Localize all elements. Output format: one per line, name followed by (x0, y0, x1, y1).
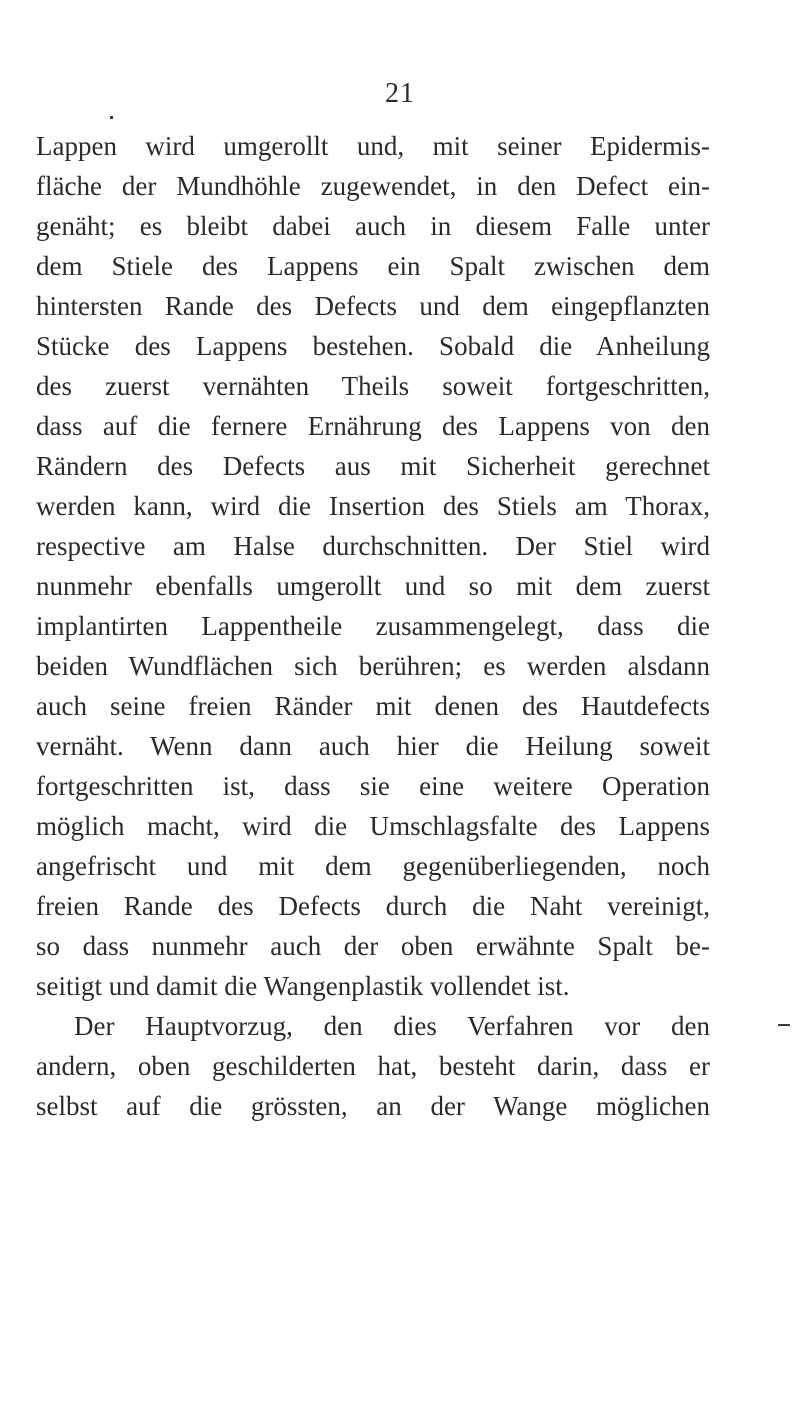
print-speck (110, 116, 113, 119)
text-line: angefrischt und mit dem gegenüberliegenden, noch (36, 851, 710, 881)
text-line: vernäht. Wenn dann auch hier die Heilung soweit (36, 731, 710, 761)
text-line: so dass nunmehr auch der oben erwähnte Spalt be- (36, 931, 710, 961)
text-line: genäht; es bleibt dabei auch in diesem Falle unter (36, 211, 710, 241)
text-line: freien Rande des Defects durch die Naht vereinigt, (36, 891, 710, 921)
text-line: des zuerst vernähten Theils soweit fortgeschritten, (36, 371, 710, 401)
text-line: nunmehr ebenfalls umgerollt und so mit dem zuerst (36, 571, 710, 601)
text-line: fläche der Mundhöhle zugewendet, in den Defect ein- (36, 171, 710, 201)
text-line: dass auf die fernere Ernährung des Lappens von den (36, 411, 710, 441)
text-line: Lappen wird umgerollt und, mit seiner Epidermis- (36, 131, 710, 161)
text-line: auch seine freien Ränder mit denen des Hautdefects (36, 691, 710, 721)
text-line: Rändern des Defects aus mit Sicherheit gerechnet (36, 451, 710, 481)
text-line: Stücke des Lappens bestehen. Sobald die Anheilung (36, 331, 710, 361)
text-line: hintersten Rande des Defects und dem eingepflanzten (36, 291, 710, 321)
text-line: möglich macht, wird die Umschlagsfalte des Lappens (36, 811, 710, 841)
page-number: 21 (385, 78, 415, 109)
text-line: werden kann, wird die Insertion des Stiels am Thorax, (36, 491, 710, 521)
text-line: respective am Halse durchschnitten. Der Stiel wird (36, 531, 710, 561)
text-line: fortgeschritten ist, dass sie eine weitere Operation (36, 771, 710, 801)
text-line: selbst auf die grössten, an der Wange möglichen (36, 1091, 710, 1121)
text-line: seitigt und damit die Wangenplastik vollendet ist. (36, 971, 570, 1001)
text-line: beiden Wundflächen sich berühren; es werden alsdann (36, 651, 710, 681)
print-speck (778, 1024, 790, 1026)
text-line: Der Hauptvorzug, den dies Verfahren vor den (74, 1011, 710, 1041)
text-line: andern, oben geschilderten hat, besteht darin, dass er (36, 1051, 710, 1081)
text-line: implantirten Lappentheile zusammengelegt, dass die (36, 611, 710, 641)
text-line: dem Stiele des Lappens ein Spalt zwischen dem (36, 251, 710, 281)
